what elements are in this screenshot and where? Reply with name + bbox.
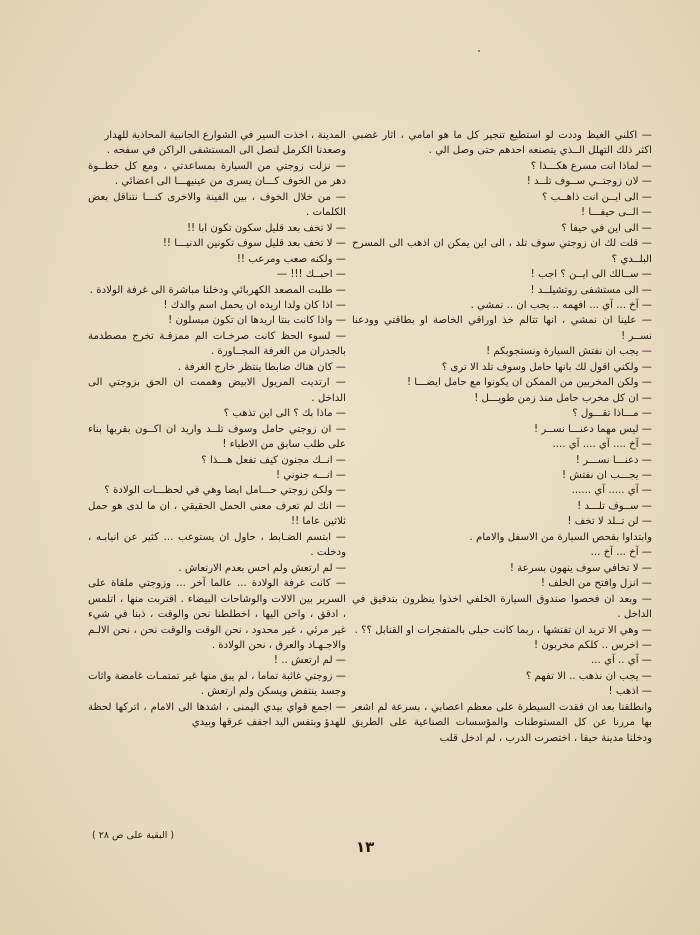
paragraph: — قلت لك ان زوجتي سوف تلد ، الى اين يمكن ان اذهب الى المسرح البلــدي ؟ <box>352 238 652 265</box>
paragraph: — لماذا انت مسرع هكـــذا ؟ <box>530 160 652 172</box>
paragraph: — الى اين في حيفا ؟ <box>561 222 652 234</box>
paragraph: — انزل وافتح من الخلف ! <box>540 578 652 590</box>
paragraph: — من خلال الخوف ، بين الفينة والاخرى كنـــا نتناقل بعض الكلمات . <box>88 191 346 219</box>
paragraph: — مـــاذا تقـــول ؟ <box>572 408 652 420</box>
paragraph: — يجب ان نفتش السيارة ونستجوبكم ! <box>486 346 652 358</box>
paragraph: — انـــه جنوني ! <box>275 469 346 481</box>
page-number: ١٣ <box>356 838 375 856</box>
print-speck <box>478 50 480 52</box>
paragraph: — لا تخف بعد قليل سكون تكون ابا !! <box>186 222 346 234</box>
paragraph: — آخ .... آي .... آي .... <box>552 439 652 451</box>
paragraph: — نزلت زوجتي من السيارة بمساعدتي ، ومع كل خطــوة دهر من الخوف كـــان يسرى من عينيهـــا الى اعضائي . <box>88 160 346 188</box>
paragraph: — ولكني اقول لك بانها حامل وسوف تلد الا ترى ؟ <box>441 361 652 373</box>
paragraph: — لن تــلد لا تخف ! <box>567 516 652 528</box>
paragraph: — ماذا بك ؟ الى اين تذهب ؟ <box>223 408 346 420</box>
paragraph: — اجمع قواي بيدي اليمنى ، اشدها الى الامام ، اتركها لحظة للهدؤ وبتفس اليد اجفف عرقها وبيدي <box>88 701 346 729</box>
paragraph: — آخ ... آي ... افهمه .. يجب ان .. نمشي . <box>470 299 652 311</box>
paragraph: — يجـــب ان نفتش ! <box>562 469 652 481</box>
text-column-left <box>88 128 346 731</box>
paragraph: — لم ارتعش .. ! <box>273 655 346 667</box>
paragraph: — اذا كان ولدا اريده ان يحمل اسم والدك ! <box>163 299 346 311</box>
paragraph: المدينة ، اخذت السير في الشوارع الجانبية المحاذية للهدار وصعدنا الكرمل لنصل الى المستشفى الراكن في سفحه . <box>104 130 346 157</box>
paragraph: — علينا ان نمشي ، انها تتالم خذ اوراقي الخاصة او بطاقتي وودعنا نســر ! <box>352 315 652 342</box>
paragraph: — آي ..... آي ...... <box>571 485 652 497</box>
paragraph: — ان كل مخرب حامل منذ زمن طويـــل ! <box>474 392 652 404</box>
paragraph: وانطلقنا بعد ان فقدت السيطرة على معظم اعصابي ، بسرعة لم اشعر بها مررنا عن كل المستوطنات والمؤسسات الصناعية على الطريق ودخلنا مدينة حيفا ، اختصرت الدرب ، لم ادخل قلب <box>352 701 652 744</box>
paragraph: — احبــك !!! — <box>276 269 346 281</box>
paragraph: — الى ايــن انت ذاهــب ؟ <box>542 191 652 203</box>
paragraph: — الى مستشفى روتشيلــد ! <box>530 284 652 296</box>
paragraph: — ارتديت المريول الابيض وهممت ان الحق بزوجتي الى الداخل . <box>88 377 346 404</box>
paragraph: — ليس مهما دعنـــا نســر ! <box>533 423 652 435</box>
paragraph: — اكلني الغيظ وددت لو استطيع تنجير كل ما هو امامي ، اثار غضبي اكثر ذلك التهلل الــذي يتصنعه احدهم حتى وصل الي . <box>352 130 652 157</box>
paragraph: — طلبت المصعد الكهربائي ودخلنا مباشرة الى غرفة الولادة . <box>89 284 346 296</box>
paragraph: — لا تخف بعد قليل سوف تكونين الدنيـــا !! <box>162 238 346 250</box>
paragraph: — لم ارتعش ولم احس بعدم الارتعاش . <box>178 562 346 574</box>
paragraph: — دعنـــا نســـر ! <box>575 454 652 466</box>
paragraph: — انــك مجنون كيف تفعل هـــذا ؟ <box>201 454 346 466</box>
paragraph: — يجب ان نذهب .. الا تفهم ؟ <box>525 670 652 682</box>
continuation-note: ( البقية على ص ٢٨ ) <box>92 830 175 841</box>
paragraph: — ان زوجتي حامل وسوف تلــد واريد ان اكــون بقربها بناء على طلب سابق من الاطباء ! <box>88 423 346 451</box>
paragraph: — كانت غرفة الولادة ... عالما آخر ... وزوجتي ملقاة على السرير بين الالات والوشاحات البيضاء . اقتربت منها ، اتلمس ، ادقق ، واحن اليها ، اخطلطنا نحن والوقت ، ذبنا في شيء غير مرئي ، غير محدود ، نحن الوقت والوقت نحن ، نحن الالـم والاجـهـاد والعرق ، نحن الولادة . <box>88 578 346 651</box>
paragraph: — وبعد ان فحصوا صندوق السيارة الخلفي اخذوا ينظرون بتدقيق في الداخل . <box>352 593 652 621</box>
paragraph: — زوجتي غائبة تماما ، لم يبق منها غير تمتمـات غامضة واثات وجسد ينتفض ويسكن ولم ارتعش . <box>88 670 346 698</box>
paragraph: — انك لم تعرف معنى الحمل الحقيقي ، ان ما لدى هو حمل ثلاثين عاما !! <box>88 500 346 528</box>
paragraph: — آي .. آي ... <box>591 655 652 667</box>
paragraph: — ابتسم الضـابط ، حاول ان يستوعب ... كثير عن انيابـه ، ودخلت . <box>88 531 346 559</box>
paragraph: — واذا كانت بنتا اريدها ان تكون ميسلون ! <box>168 315 346 327</box>
paragraph: — اذهب ! <box>608 686 652 698</box>
paragraph: — وهي الا تريد ان تفتشها ، ربما كانت حبلى بالمتفجرات او القنابل ؟؟ . <box>354 624 652 636</box>
paragraph: — الــى حيفـــا ! <box>581 207 652 219</box>
paragraph: — لا تخافي سوف ينهون بسرعة ! <box>509 562 652 574</box>
paragraph: — لسوء الحظ كانت صرخـات الم ممزقـة تخرج مصطدمة بالجدران من الغرفة المجــاورة . <box>88 330 346 358</box>
paragraph: — ســالك الى ايــن ؟ اجب ! <box>530 269 652 281</box>
text-column-right <box>352 128 652 746</box>
paragraph: — ولكنه صعب ومرعب !! <box>236 253 346 265</box>
paragraph: — آخ ... آخ ... <box>590 547 652 559</box>
paragraph: — ولكن المخربين من الممكن ان يكونوا مع حامل ايضـــا ! <box>406 377 652 389</box>
paragraph: — لان زوجتــي ســوف تلــد ! <box>526 176 652 188</box>
paragraph: — كان هناك ضابطا ينتظر خارج الغرفة . <box>177 361 346 373</box>
paragraph: — ســوف تلـــد ! <box>577 500 652 512</box>
paragraph: وابتداوا بفحص السيارة من الاسفل والامام . <box>469 531 652 543</box>
paragraph: — ولكن زوجتي حـــامل ايضا وهي في لحظـــات الولادة ؟ <box>104 485 346 497</box>
paragraph: — اخرس .. كلكم مخربون ! <box>534 639 652 651</box>
